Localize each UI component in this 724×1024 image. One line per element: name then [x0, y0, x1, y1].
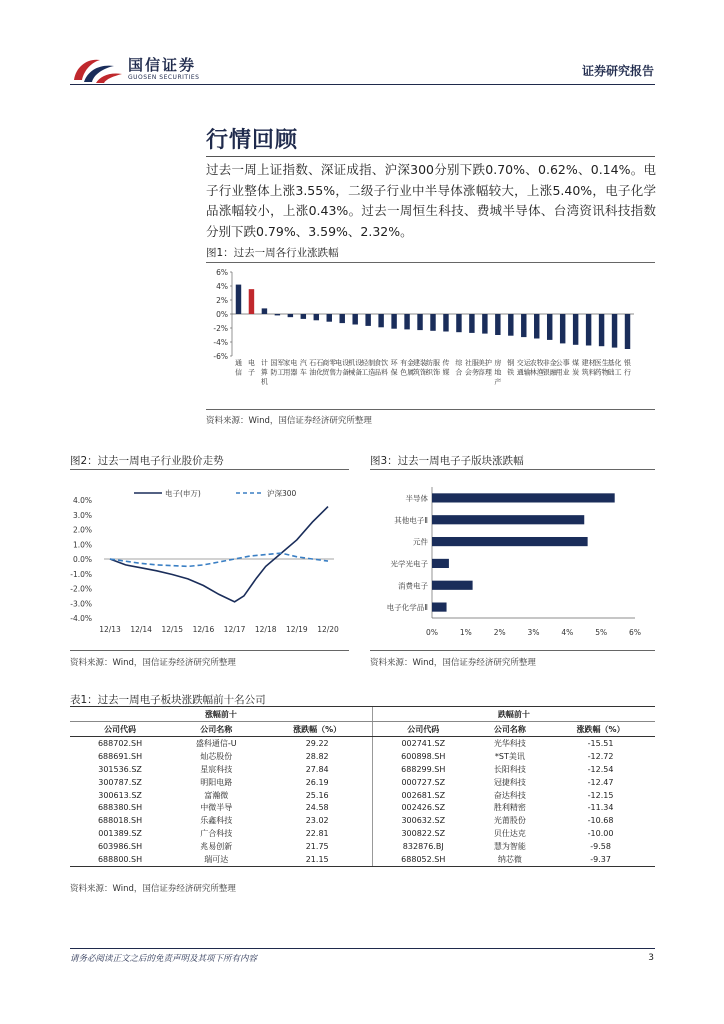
bar-纺织服饰 — [430, 314, 435, 331]
column-header: 涨跌幅（%） — [262, 722, 372, 737]
page-number: 3 — [648, 953, 654, 963]
gainers-group-header: 涨幅前十 — [70, 707, 372, 722]
bar-建筑装饰 — [417, 314, 422, 330]
bar-元件 — [432, 537, 588, 546]
table-cell: 832876.BJ — [372, 840, 473, 853]
y-tick-label: -4.0% — [70, 614, 92, 623]
table-cell: 25.16 — [305, 790, 329, 800]
table-cell: 300822.SZ — [372, 827, 473, 840]
table-cell: 688052.SH — [372, 853, 473, 866]
bar-商贸零售 — [327, 314, 332, 322]
bar-医药生物 — [599, 314, 604, 346]
table-cell: 奋达科技 — [493, 790, 526, 800]
table-cell: 纳芯微 — [474, 853, 547, 866]
section-title: 行情回顾 — [206, 128, 299, 153]
y-tick-label: -4% — [213, 338, 228, 347]
bar-有色金属 — [404, 314, 409, 329]
category-label: 其他电子Ⅱ — [394, 515, 428, 525]
x-tick-label: 石油石化 — [309, 359, 324, 377]
figure3-bottom-rule — [370, 650, 655, 651]
table-cell: 688691.SH — [97, 751, 143, 761]
column-header: 公司代码 — [70, 722, 170, 737]
table-row — [70, 853, 655, 866]
bar-半导体 — [432, 493, 615, 502]
x-tick-label: 钢铁 — [507, 359, 515, 377]
bar-电力设备 — [340, 314, 345, 323]
table-cell: 688702.SH — [97, 738, 143, 748]
table-cell: 光莆股份 — [493, 816, 526, 826]
figure3-source: 资料来源：Wind，国信证券经济研究所整理 — [370, 658, 536, 668]
table-cell: 688018.SH — [97, 816, 143, 826]
x-tick-label: 6% — [629, 628, 641, 637]
x-tick-label: 5% — [595, 628, 608, 637]
table-cell: 明阳电路 — [200, 777, 233, 787]
figure3-top-rule — [370, 469, 655, 470]
bar-环保 — [391, 314, 396, 329]
table-cell: 灿芯股份 — [200, 751, 233, 761]
y-tick-label: 3.0% — [72, 510, 92, 520]
table-row — [70, 737, 655, 750]
table-cell: 乐鑫科技 — [200, 816, 233, 826]
table-row — [70, 750, 655, 763]
x-tick-label: 轻工制造 — [361, 359, 376, 377]
table-cell: 冠捷科技 — [493, 777, 526, 787]
table-row — [70, 801, 655, 814]
table-cell: 广合科技 — [200, 829, 233, 839]
x-tick-label: 传媒 — [442, 359, 450, 377]
x-tick-label: 电力设备 — [335, 359, 350, 377]
figure2-top-rule — [70, 469, 349, 470]
x-tick-label: 汽车 — [299, 359, 307, 377]
bar-光学光电子 — [432, 559, 449, 568]
bar-轻工制造 — [365, 314, 370, 326]
y-tick-label: 0.0% — [72, 555, 92, 564]
x-tick-label: 0% — [426, 628, 438, 637]
guosen-logo-icon — [70, 52, 126, 88]
x-tick-label: 非银金融 — [542, 359, 557, 377]
x-tick-label: 建筑材料 — [581, 359, 596, 377]
x-tick-label: 食品饮料 — [374, 359, 389, 377]
table-cell: 001389.SZ — [98, 829, 142, 839]
table-cell: 21.15 — [262, 853, 372, 866]
table-row — [70, 776, 655, 789]
y-tick-label: 2.0% — [72, 525, 92, 535]
table-cell: 000727.SZ — [372, 776, 473, 789]
x-tick-label: 12/17 — [223, 625, 246, 634]
table-cell: 26.19 — [305, 777, 329, 787]
x-tick-label: 公用事业 — [555, 359, 570, 377]
x-tick-label: 12/14 — [130, 625, 152, 634]
x-tick-label: 综合 — [455, 359, 463, 377]
table-cell: -12.72 — [587, 751, 614, 761]
x-tick-label: 建筑装饰 — [413, 359, 428, 377]
bar-煤炭 — [573, 314, 578, 345]
brand-name-cn: 国信证券 — [128, 56, 197, 74]
bar-社会服务 — [469, 314, 474, 333]
brand-name-en: GUOSEN SECURITIES — [128, 74, 200, 81]
table-cell: 贝仕达克 — [493, 829, 526, 839]
series-line-electronics — [110, 507, 328, 602]
table-cell: 兆易创新 — [200, 842, 233, 852]
footer-divider — [70, 948, 655, 949]
x-tick-label: 3% — [527, 628, 540, 637]
table1-source: 资料来源：Wind，国信证券经济研究所整理 — [70, 884, 236, 894]
table-cell: 中微半导 — [200, 803, 233, 813]
x-tick-label: 12/18 — [254, 625, 277, 634]
bar-电子 — [249, 289, 254, 314]
bar-银行 — [625, 314, 630, 349]
table-cell: 光华科技 — [493, 738, 526, 748]
industry-change-chart — [206, 264, 655, 408]
bar-电子化学品Ⅱ — [432, 602, 447, 611]
x-tick-label: 农林牧渔 — [529, 359, 544, 377]
y-tick-label: 0% — [216, 310, 228, 319]
x-tick-label: 美容护理 — [477, 359, 492, 377]
table-cell: 慧为智能 — [493, 842, 526, 852]
figure1-top-rule — [206, 262, 655, 263]
table-cell: 688380.SH — [97, 803, 143, 813]
bar-家用电器 — [288, 314, 293, 317]
table-cell: 24.58 — [305, 803, 329, 813]
figure2-source: 资料来源：Wind，国信证券经济研究所整理 — [70, 658, 236, 668]
table-cell: 002426.SZ — [372, 801, 473, 814]
x-tick-label: 12/15 — [161, 625, 184, 634]
x-tick-label: 2% — [493, 628, 506, 637]
table-cell: -9.58 — [590, 842, 611, 852]
table-cell: 28.82 — [305, 751, 329, 761]
x-tick-label: 12/16 — [192, 625, 215, 634]
summary-paragraph: 过去一周上证指数、深证成指、沪深300分别下跌0.70%、0.62%、0.14%。电子行业整体上涨3.55%，二级子行业中半导体涨幅较大，上涨5.40%，电子化学品涨幅较小，上涨0.43%。过去一周恒生科技、费城半导体、台湾资讯科技指数分别下跌0.79%、3.59%、2.32%。 — [206, 162, 656, 239]
y-tick-label: -2% — [213, 324, 228, 333]
x-tick-label: 基础化工 — [607, 359, 622, 377]
table-cell: 301536.SZ — [98, 764, 142, 774]
table-cell: 21.75 — [305, 842, 329, 852]
y-tick-label: -2.0% — [70, 584, 92, 594]
x-tick-label: 12/19 — [286, 625, 308, 634]
table-cell: 富瀚微 — [204, 790, 229, 800]
category-label: 半导体 — [405, 493, 428, 503]
x-tick-label: 有色金属 — [400, 359, 415, 377]
x-tick-label: 国防军工 — [270, 359, 285, 377]
bar-农林牧渔 — [534, 314, 539, 339]
y-tick-label: 6% — [216, 268, 228, 277]
table-cell: -12.47 — [587, 777, 614, 787]
bar-房地产 — [495, 314, 500, 335]
table-cell: 29.22 — [305, 738, 329, 748]
bar-公用事业 — [560, 314, 565, 343]
legend-label-csi300: 沪深300 — [267, 489, 297, 498]
table-cell: *ST美讯 — [494, 751, 525, 761]
table-cell: -12.15 — [587, 790, 614, 800]
figure2-bottom-rule — [70, 650, 349, 651]
x-tick-label: 交通运输 — [516, 359, 531, 377]
bar-消费电子 — [432, 581, 473, 590]
table-row — [70, 840, 655, 853]
table-row — [70, 789, 655, 802]
bar-美容护理 — [482, 314, 487, 334]
category-label: 消费电子 — [398, 581, 428, 591]
figure3-caption: 图3：过去一周电子子版块涨跌幅 — [370, 455, 524, 467]
table-cell: 603986.SH — [97, 842, 143, 852]
x-tick-label: 房地产 — [494, 359, 502, 386]
x-tick-label: 4% — [561, 628, 574, 637]
x-tick-label: 环保 — [390, 359, 398, 377]
category-label: 光学光电子 — [390, 559, 428, 569]
figure1-source: 资料来源：Wind，国信证券经济研究所整理 — [206, 416, 372, 426]
table-cell: 22.81 — [305, 829, 329, 839]
bar-汽车 — [301, 314, 306, 319]
table-row — [70, 763, 655, 776]
table-cell: 23.02 — [305, 816, 329, 826]
y-tick-label: 4% — [216, 282, 228, 291]
top-movers-table — [70, 707, 655, 867]
x-tick-label: 机械设备 — [348, 359, 363, 377]
table-cell: 002741.SZ — [372, 737, 473, 750]
bar-建筑材料 — [586, 314, 591, 346]
x-tick-label: 社会服务 — [464, 359, 479, 377]
y-tick-label: 1.0% — [72, 540, 92, 550]
table-row — [70, 827, 655, 840]
x-tick-label: 医药生物 — [594, 359, 609, 377]
table-cell: 盛科通信-U — [195, 738, 237, 748]
table-cell: -12.54 — [587, 764, 614, 774]
footer-disclaimer: 请务必阅读正文之后的免责声明及其项下所有内容 — [70, 954, 258, 964]
bar-其他电子Ⅱ — [432, 515, 584, 524]
bar-综合 — [456, 314, 461, 332]
electronics-price-trend-chart — [70, 475, 349, 645]
bar-石油石化 — [314, 314, 319, 320]
x-tick-label: 电子 — [247, 359, 255, 377]
x-tick-label: 商贸零售 — [322, 359, 337, 377]
table-cell: 长阳科技 — [493, 764, 526, 774]
x-tick-label: 12/20 — [317, 625, 339, 634]
table1-caption: 表1：过去一周电子板块涨跌幅前十名公司 — [70, 694, 266, 706]
bar-基础化工 — [612, 314, 617, 348]
column-header: 涨跌幅（%） — [546, 722, 655, 737]
figure2-caption: 图2：过去一周电子行业股价走势 — [70, 455, 224, 467]
x-tick-label: 煤炭 — [572, 359, 580, 377]
column-header: 公司名称 — [170, 722, 262, 737]
y-tick-label: 2% — [216, 296, 228, 305]
legend-label-electronics: 电子(申万) — [165, 489, 201, 498]
table-row — [70, 814, 655, 827]
table-cell: 星宸科技 — [200, 764, 233, 774]
figure1-caption: 图1：过去一周各行业涨跌幅 — [206, 247, 339, 259]
series-line-csi300 — [110, 553, 328, 566]
table-cell: 688299.SH — [372, 763, 473, 776]
losers-group-header: 跌幅前十 — [372, 707, 655, 722]
bar-食品饮料 — [378, 314, 383, 327]
electronics-subsector-chart — [370, 475, 655, 645]
table-cell: -10.68 — [587, 816, 614, 826]
y-tick-label: -3.0% — [70, 599, 92, 609]
figure1-bottom-rule — [206, 409, 655, 410]
bar-交通运输 — [521, 314, 526, 337]
category-label: 元件 — [413, 537, 428, 547]
x-tick-label: 纺织服饰 — [426, 359, 440, 377]
table-cell: 胜利精密 — [493, 803, 526, 813]
table-cell: -10.00 — [587, 829, 614, 839]
column-header: 公司名称 — [474, 722, 547, 737]
bar-非银金融 — [547, 314, 552, 340]
y-tick-label: -1.0% — [70, 569, 92, 579]
x-tick-label: 1% — [459, 628, 472, 637]
table-cell: -15.51 — [587, 738, 614, 748]
bar-计算机 — [262, 308, 267, 314]
bar-国防军工 — [275, 314, 280, 315]
table-cell: 瑞可达 — [170, 853, 262, 866]
table-cell: -11.34 — [587, 803, 614, 813]
x-tick-label: 12/13 — [99, 625, 121, 634]
table-cell: 300787.SZ — [98, 777, 142, 787]
table-cell: 27.84 — [305, 764, 329, 774]
table-cell: -9.37 — [546, 853, 655, 866]
table-cell: 300613.SZ — [98, 790, 142, 800]
bar-传媒 — [443, 314, 448, 332]
x-tick-label: 计算机 — [260, 359, 268, 386]
y-tick-label: 4.0% — [72, 496, 92, 505]
report-type: 证券研究报告 — [581, 64, 654, 78]
bar-机械设备 — [352, 314, 357, 325]
x-tick-label: 家用电器 — [283, 359, 298, 377]
bar-通信 — [236, 285, 241, 314]
table-cell: 300632.SZ — [372, 814, 473, 827]
title-divider — [206, 156, 655, 157]
y-tick-label: -6% — [213, 352, 228, 361]
table-cell: 002681.SZ — [372, 789, 473, 802]
x-tick-label: 通信 — [234, 359, 242, 377]
header-divider — [70, 84, 655, 85]
category-label: 电子化学品Ⅱ — [386, 603, 428, 613]
table-cell: 688800.SH — [70, 853, 170, 866]
column-header: 公司代码 — [372, 722, 473, 737]
table-cell: 600898.SH — [372, 750, 473, 763]
bar-钢铁 — [508, 314, 513, 336]
x-tick-label: 银行 — [624, 359, 632, 377]
